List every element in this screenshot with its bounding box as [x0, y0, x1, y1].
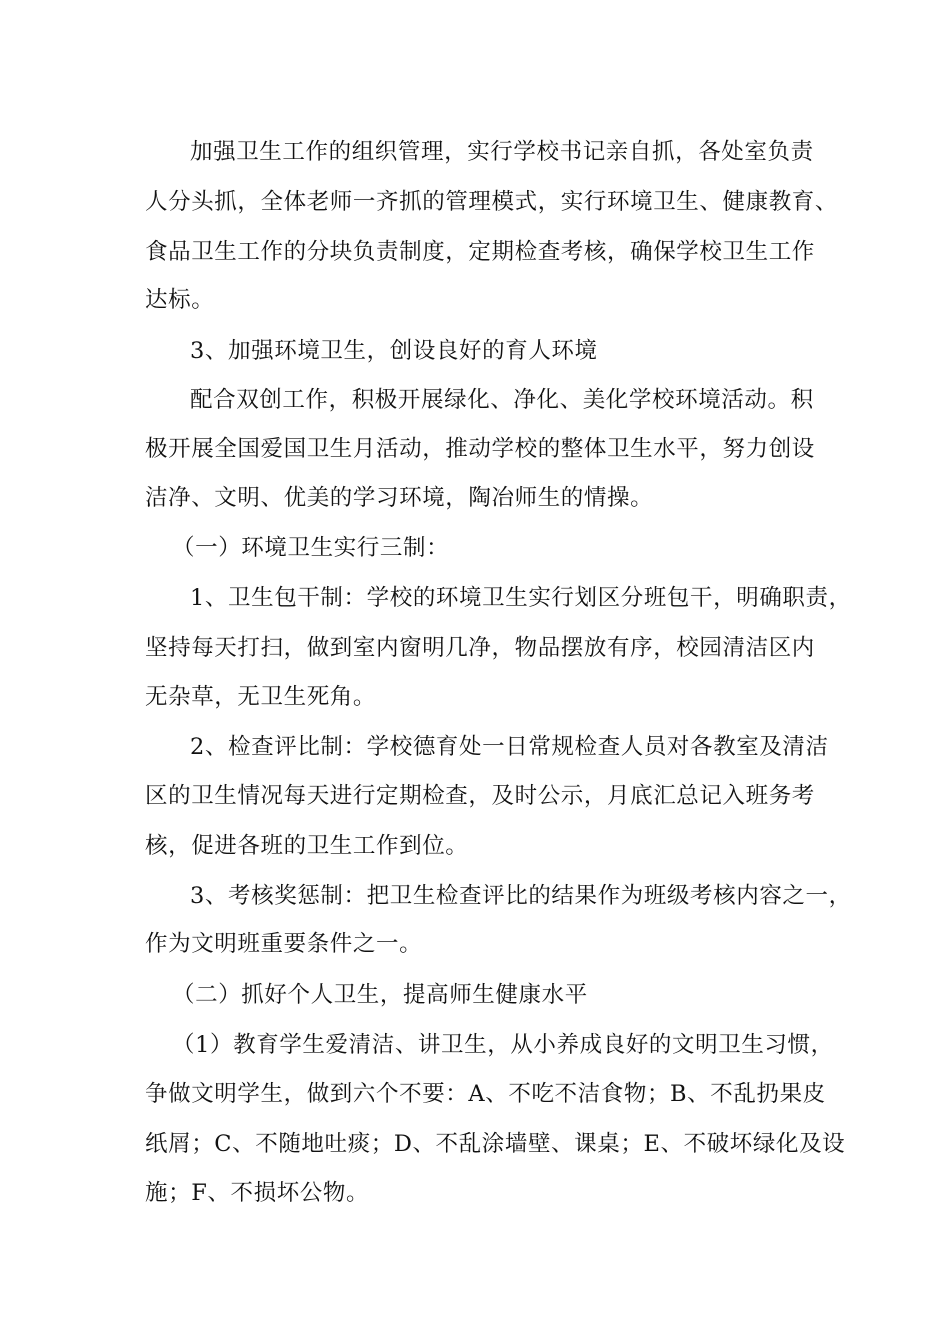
- paragraph-line: 作为文明班重要条件之一。: [145, 931, 423, 957]
- paragraph-line: 3、考核奖惩制：把卫生检查评比的结果作为班级考核内容之一，: [190, 883, 852, 909]
- subsection-heading: （二）抓好个人卫生，提高师生健康水平: [172, 982, 588, 1008]
- subsection-heading: （一）环境卫生实行三制：: [172, 535, 450, 561]
- paragraph-line: 达标。: [145, 287, 215, 313]
- paragraph-line: 无杂草，无卫生死角。: [145, 684, 377, 710]
- paragraph-line: 加强卫生工作的组织管理，实行学校书记亲自抓，各处室负责: [190, 139, 814, 165]
- paragraph-line: 配合双创工作，积极开展绿化、净化、美化学校环境活动。积: [190, 387, 814, 413]
- section-heading: 3、加强环境卫生，创设良好的育人环境: [190, 338, 598, 364]
- paragraph-line: （1）教育学生爱清洁、讲卫生，从小养成良好的文明卫生习惯，: [172, 1032, 834, 1058]
- paragraph-line: 区的卫生情况每天进行定期检查，及时公示，月底汇总记入班务考: [145, 783, 815, 809]
- paragraph-line: 核，促进各班的卫生工作到位。: [145, 833, 469, 859]
- paragraph-line: 人分头抓，全体老师一齐抓的管理模式，实行环境卫生、健康教育、: [145, 189, 839, 215]
- paragraph-line: 施；F、不损坏公物。: [145, 1180, 370, 1206]
- paragraph-line: 纸屑；C、不随地吐痰；D、不乱涂墙壁、课桌；E、不破坏绿化及设: [145, 1131, 846, 1157]
- paragraph-line: 食品卫生工作的分块负责制度，定期检查考核，确保学校卫生工作: [145, 239, 815, 265]
- paragraph-line: 洁净、文明、优美的学习环境，陶冶师生的情操。: [145, 485, 654, 511]
- paragraph-line: 1、卫生包干制：学校的环境卫生实行划区分班包干，明确职责，: [190, 585, 852, 611]
- paragraph-line: 2、检查评比制：学校德育处一日常规检查人员对各教室及清洁: [190, 734, 829, 760]
- paragraph-line: 坚持每天打扫，做到室内窗明几净，物品摆放有序，校园清洁区内: [145, 635, 815, 661]
- paragraph-line: 极开展全国爱国卫生月活动，推动学校的整体卫生水平，努力创设: [145, 436, 815, 462]
- paragraph-line: 争做文明学生，做到六个不要：A、不吃不洁食物；B、不乱扔果皮: [145, 1081, 826, 1107]
